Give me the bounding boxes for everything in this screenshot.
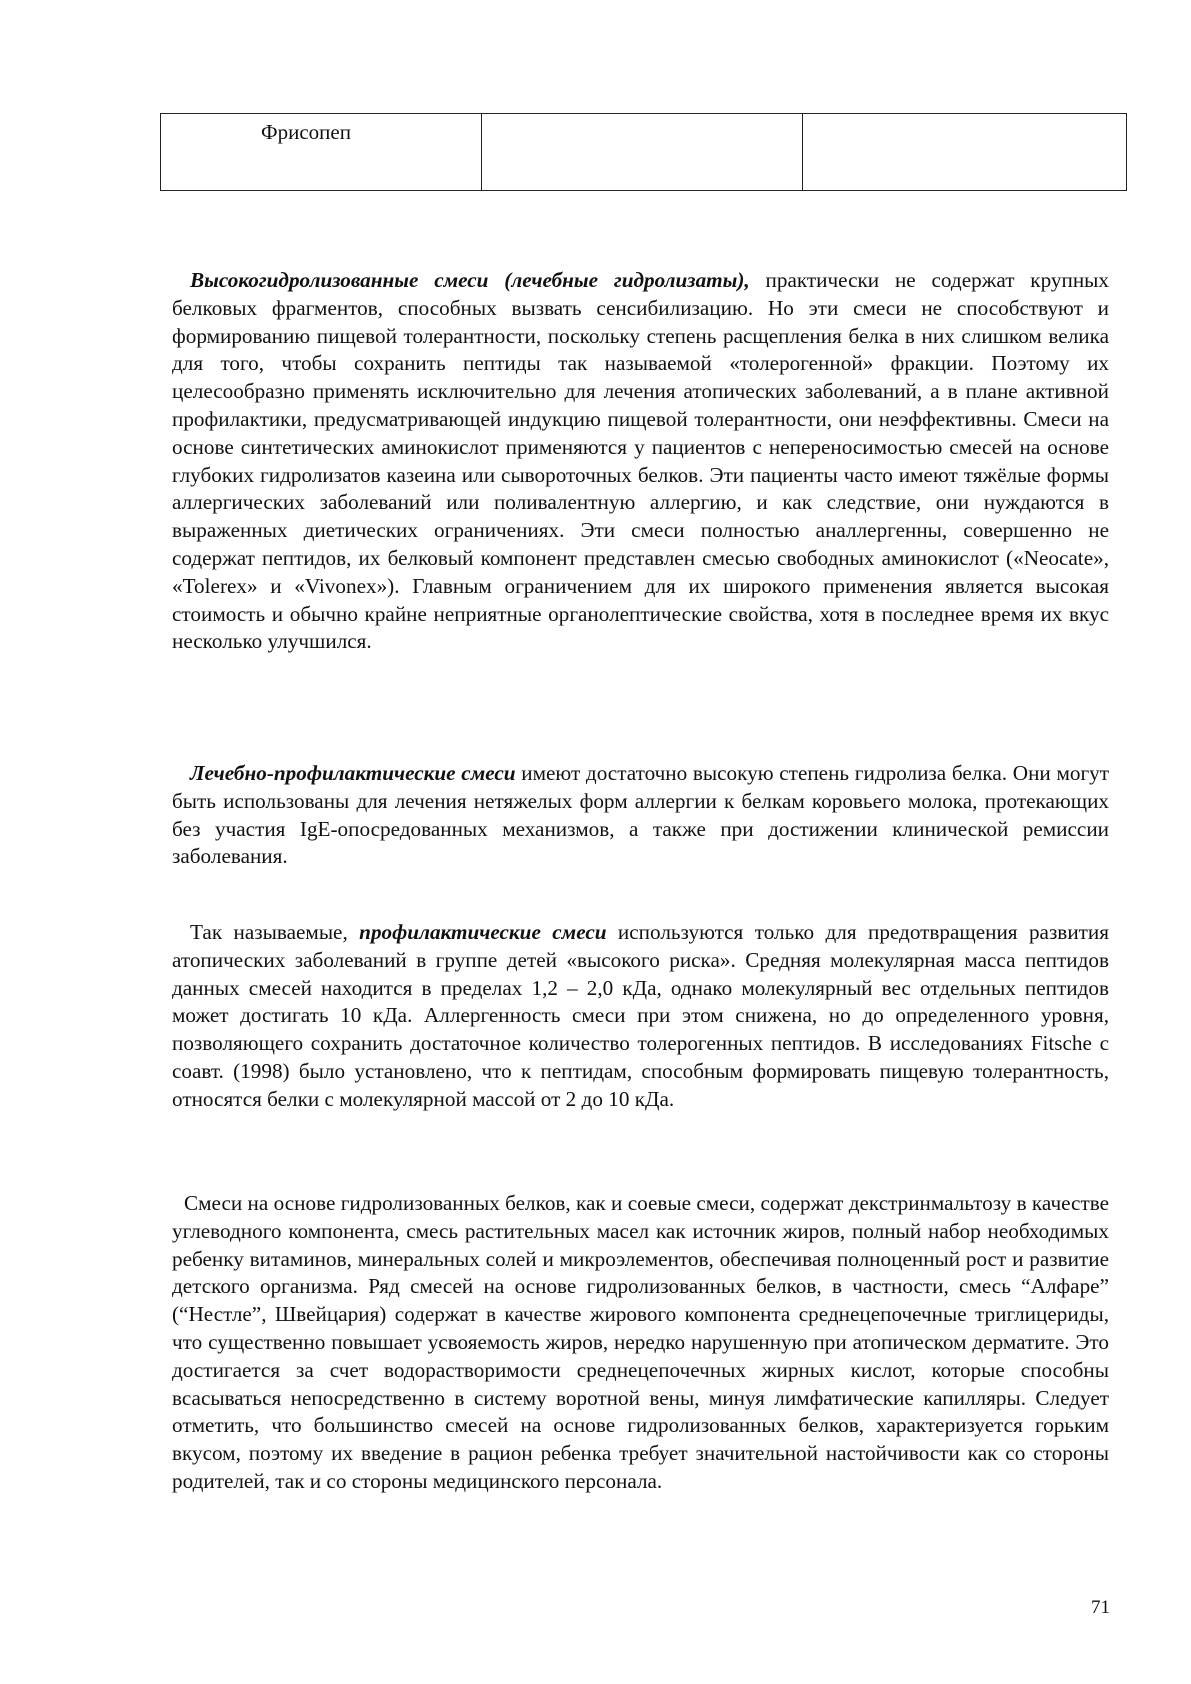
paragraph-formula-composition — [172, 1190, 1109, 1496]
page-number: 71 — [1091, 1597, 1110, 1618]
paragraph-intro-text: Так называемые, — [190, 920, 360, 944]
paragraph-hydrolyzed-formulas — [172, 267, 1109, 656]
formula-table — [160, 113, 1127, 191]
paragraph-lead-term: профилактические смеси — [359, 920, 607, 944]
table-cell — [161, 114, 482, 191]
paragraph-text: Смеси на основе гидролизованных белков, как и соевые смеси, содержат декстринмальтозу в качестве углеводного компонента, смесь растительных масел как источник жиров, полный набор необходимых ребенку витаминов, минеральных солей и микроэлементов, обеспечивая полноценный рост и развитие детского организма. Ряд смесей на основе гидролизованных белков, в частности, смесь “Алфаре” (“Нестле”, Швейцария) содержат в качестве жирового компонента среднецепочечные триглицериды, что существенно повышает усвояемость жиров, нередко нарушенную при атопическом дерматите. Это достигается за счет водорастворимости среднецепочечных жирных кислот, которые способны всасываться непосредственно в систему воротной вены, минуя лимфатические капилляры. Следует отметить, что большинство смесей на основе гидролизованных белков, характеризуется горьким вкусом, поэтому их введение в рацион ребенка требует значительной настойчивости как со стороны родителей, так и со стороны медицинского персонала. — [172, 1191, 1109, 1493]
paragraph-text: практически не содержат крупных белковых фрагментов, способных вызвать сенсибилизацию. Но эти смеси не способствуют и формированию пищевой толерантности, поскольку степень расщепления белка в них слишком велика для того, чтобы сохранить пептиды так называемой «толерогенной» фракции. Поэтому их целесообразно применять исключительно для лечения атопических заболеваний, а в плане активной профилактики, предусматривающей индукцию пищевой толерантности, они неэффективны. Смеси на основе синтетических аминокислот применяются у пациентов с непереносимостью смесей на основе глубоких гидролизатов казеина или сывороточных белков. Эти пациенты часто имеют тяжёлые формы аллергических заболеваний или поливалентную аллергию, и как следствие, они нуждаются в выраженных диетических ограничениях. Эти смеси полностью аналлергенны, совершенно не содержат пептидов, их белковый компонент представлен смесью свободных аминокислот («Neocate», «Tolerex» и «Vivonex»). Главным ограничением для их широкого применения является высокая стоимость и обычно крайне неприятные органолептические свойства, хотя в последнее время их вкус несколько улучшился. — [172, 268, 1109, 654]
table-cell-text — [482, 114, 802, 120]
paragraph-lead-term: Высокогидролизованные смеси (лечебные гидролизаты), — [190, 268, 750, 292]
table-row — [161, 114, 1127, 191]
table-cell — [803, 114, 1127, 191]
paragraph-lead-term: Лечебно-профилактические смеси — [190, 761, 516, 785]
table-cell-text: Фрисопеп — [261, 120, 351, 144]
paragraph-preventive-formulas — [172, 919, 1109, 1114]
table-cell-text — [803, 114, 1126, 120]
table-cell — [482, 114, 803, 191]
paragraph-therapeutic-preventive-formulas — [172, 760, 1109, 871]
paragraph-text: имеют достаточно высокую степень гидролиза белка. Они могут быть использованы для лечения нетяжелых форм аллергии к белкам коровьего молока, протекающих без участия IgE-опосредованных механизмов, а также при достижении клинической ремиссии заболевания. — [172, 761, 1110, 869]
paragraph-text: используются только для предотвращения развития атопических заболеваний в группе детей «высокого риска». Средняя молекулярная масса пептидов данных смесей находится в пределах 1,2 – 2,0 кДа, однако молекулярный вес отдельных пептидов может достигать 10 кДа. Аллергенность смеси при этом снижена, но до определенного уровня, позволяющего сохранить достаточное количество толерогенных пептидов. В исследованиях Fitsche с соавт. (1998) было установлено, что к пептидам, способным формировать пищевую толерантность, относятся белки с молекулярной массой от 2 до 10 кДа. — [172, 920, 1109, 1111]
